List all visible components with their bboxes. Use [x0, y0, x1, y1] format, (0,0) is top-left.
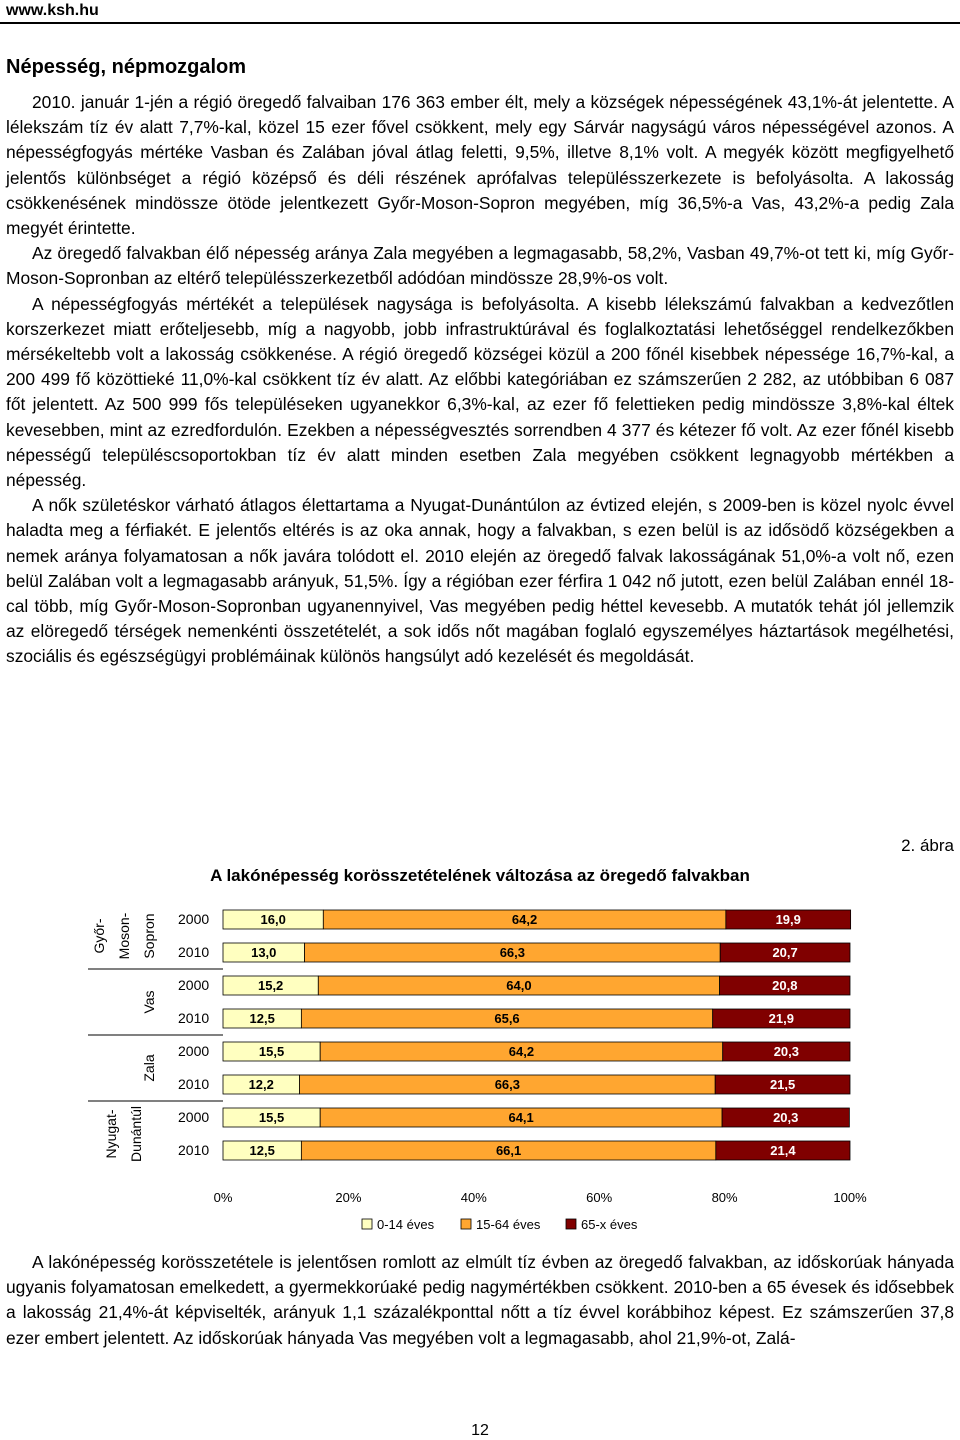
data-label: 20,8 [772, 978, 798, 993]
data-label: 13,0 [251, 945, 277, 960]
x-tick-label: 0% [213, 1190, 233, 1205]
data-label: 21,5 [769, 1077, 796, 1092]
paragraph: A nők születéskor várható átlagos élettartama a Nyugat-Dunántúlon az évtized elején, s 2009-ben is közel nyolc évvel haladta meg a férfiakét. E jelentős eltérés is az oka annak, hogy a falvakban, s ezen belül is az idősödő községekben a nemek aránya folyamatosan a nők javára tolódott el. 2010 elején az öregedő falvak lakosságának 51,0%-a volt nő, ezen belül Zalában volt a legmagasabb arányuk, 51,5%. Így a régióban ezer férfira 1 042 nő jutott, ezen belül Zalában ennél 18-cal több, míg Győr-Moson-Sopronban ugyanennyivel, Vas megyében pedig héttel kevesebb. A mutatók tehát jól jellemzik az elöregedő térségek nemenkénti összetételét, a sok idős nőt magában foglaló egyszemélyes háztartások megélhetési, szociális és egészségügyi problémáinak különös hangsúlyt adó kezelését és megoldását. [6, 495, 954, 667]
data-label: 20,7 [772, 945, 798, 960]
data-label: 12,5 [249, 1011, 275, 1026]
group-label: Zala [141, 1054, 157, 1082]
group-label: Moson- [116, 912, 132, 960]
x-tick-label: 60% [586, 1190, 613, 1205]
group-label: Győr- [91, 918, 107, 954]
year-label: 2000 [178, 1043, 210, 1059]
x-tick-label: 100% [833, 1190, 867, 1205]
data-label: 66,3 [494, 1077, 521, 1092]
x-tick-label: 40% [460, 1190, 487, 1205]
legend-swatch [461, 1219, 471, 1229]
year-label: 2010 [178, 1076, 210, 1092]
legend-swatch [362, 1219, 372, 1229]
stacked-bar-chart [0, 898, 960, 1238]
figure-number: 2. ábra [901, 836, 954, 855]
group-label: Sopron [141, 913, 157, 959]
group-label: Nyugat- [103, 1109, 119, 1159]
data-label: 21,4 [770, 1143, 796, 1158]
paragraph: A lakónépesség korösszetétele is jelentősen romlott az elmúlt tíz évben az öregedő falvakban, az időskorúak hányada ugyanis folyamatosan emelkedett, a gyermekkorúaké pedig nagymértékben csökkent. 2010-ben a 65 évesek és idősebbek a lakosság 21,4%-át képviselték, arányuk 1,1 százalékponttal nőtt a tíz évvel korábbihoz képest. Ez számszerűen 37,8 ezer embert jelentett. Az időskorúak hányada Vas megyében volt a legmagasabb, ahol 21,9%-ot, Zalá- [6, 1252, 954, 1348]
x-tick-label: 20% [335, 1190, 362, 1205]
data-label: 15,5 [258, 1110, 285, 1125]
data-label: 64,2 [508, 1044, 535, 1059]
header-rule [0, 22, 960, 24]
legend-swatch [566, 1219, 576, 1229]
data-label: 15,2 [257, 978, 284, 993]
legend-label: 0-14 éves [377, 1217, 435, 1232]
data-label: 12,2 [248, 1077, 274, 1092]
year-label: 2000 [178, 911, 210, 927]
legend-label: 15-64 éves [476, 1217, 541, 1232]
data-label: 64,2 [511, 912, 538, 927]
data-label: 19,9 [775, 912, 801, 927]
data-label: 15,5 [258, 1044, 285, 1059]
legend-label: 65-x éves [581, 1217, 638, 1232]
year-label: 2000 [178, 1109, 210, 1125]
data-label: 64,0 [506, 978, 532, 993]
x-tick-label: 80% [711, 1190, 738, 1205]
data-label: 65,6 [494, 1011, 520, 1026]
data-label: 66,1 [495, 1143, 522, 1158]
year-label: 2010 [178, 1142, 210, 1158]
body-text [6, 90, 954, 670]
data-label: 21,9 [768, 1011, 794, 1026]
group-label: Vas [141, 990, 157, 1014]
group-label: Dunántúl [128, 1105, 144, 1163]
year-label: 2010 [178, 1010, 210, 1026]
page-number: 12 [471, 1422, 489, 1439]
site-url: www.ksh.hu [6, 2, 99, 19]
figure-title: A lakónépesség korösszetételének változása az öregedő falvakban [210, 866, 750, 885]
year-label: 2010 [178, 944, 210, 960]
data-label: 64,1 [508, 1110, 534, 1125]
paragraph: A népességfogyás mértékét a települések nagysága is befolyásolta. A kisebb lélekszámú falvakban a kedvezőtlen korszerkezet miatt erőteljesebb, míg a nagyobb, jobb infrastruktúrával és foglalkoztatási lehetőséggel rendelkezőkben mérsékeltebb volt a lakosság csökkenése. A régió öregedő községei közül a 200 főnél kisebbek népessége 16,7%-kal, a 200 499 fő közöttieké 11,0%-kal csökkent tíz év alatt. Az előbbi kategóriában ez számszerűen 2 282, az utóbbiban 6 087 főt jelentett. Az 500 999 fős településeken ugyanekkor 6,3%-kal, az ezer fő felettieken pedig mindössze 3,8%-kal éltek kevesebben, mint az ezredfordulón. Ezekben a népességvesztés sorrendben 4 377 és kétezer fő volt. Az ezer főnél kisebb népességű településcsoportokban tíz év alatt minden esetben Zala megyében csökkent legnagyobb mértékben a népesség. [6, 293, 954, 491]
paragraph: Az öregedő falvakban élő népesség aránya Zala megyében a legmagasabb, 58,2%, Vasban 49,7%-ot tett ki, míg Győr-Moson-Sopronban az eltérő településszerkezetből adódóan mindössze 28,9%-os volt. [6, 243, 954, 289]
data-label: 20,3 [773, 1110, 799, 1125]
data-label: 12,5 [249, 1143, 275, 1158]
section-title: Népesség, népmozgalom [6, 56, 247, 78]
data-label: 20,3 [773, 1044, 800, 1059]
paragraph: 2010. január 1-jén a régió öregedő falvaiban 176 363 ember élt, mely a községek népességének 43,1%-át jelentette. A lélekszám tíz év alatt 7,7%-kal, közel 15 ezer fővel csökkent, mely egy Sárvár nagyságú város népességével azonos. A népességfogyás mértéke Vasban és Zalában jóval átlag feletti, 9,5%, illetve 8,1% volt. A megyék között megfigyelhető jelentős különbséget a régió középső és déli részének aprófalvas településszerkezete is befolyásolta. A lakosság csökkenésének mindössze ötöde jelentkezett Győr-Moson-Sopron megyében, míg 36,5%-a Vas, 43,2%-a pedig Zala megyét érintette. [6, 92, 954, 239]
data-label: 66,3 [499, 945, 526, 960]
data-label: 16,0 [260, 912, 286, 927]
year-label: 2000 [178, 977, 210, 993]
bottom-text [6, 1250, 954, 1351]
